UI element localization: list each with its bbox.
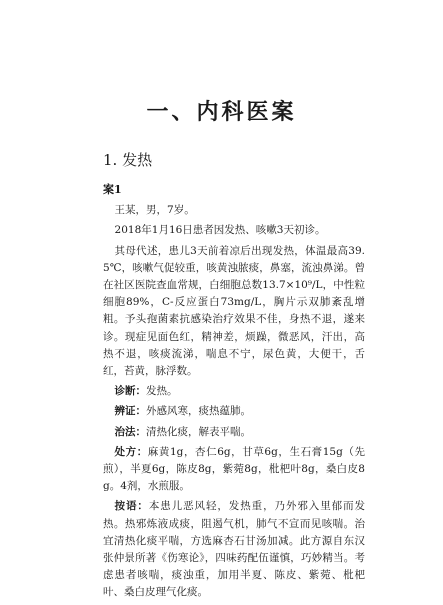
commentary-value: 本患儿恶风轻，发热重，乃外邪入里郁而发热。热邪炼液成痰，阻遏气机，肺气不宣而见咳喘。治宜清热化痰平喘，方选麻杏石甘汤加减。此方源自东汉张仲景所著《伤寒论》，四味药配伍谨慎，巧妙精当。考虑患者咳喘，痰浊重，加用半夏、陈皮、紫菀、枇杷叶、桑白皮理气化痰。: [103, 500, 366, 599]
syndrome-label: 辨证：: [114, 405, 147, 418]
treatment-value: 清热化痰，解表平喘。: [146, 425, 252, 438]
treatment-paragraph: [103, 424, 365, 441]
syndrome-value: 外感风寒，痰热蕴肺。: [146, 405, 252, 418]
case-history: 其母代述，患儿3天前着凉后出现发热，体温最高39.5℃，咳嗽气促较重，咳黄浊脓痰，鼻塞，流浊鼻涕。曾在社区医院查血常规，白细胞总数13.7×10⁹/L，中性粒细胞89%，C-反应蛋白73mg/L，胸片示双肺紊乱增粗。予头孢菌素抗感染治疗效果不佳，身热不退，遂来诊。现症见面色红，精神差，烦躁，微恶风，汗出，高热不退，咳痰流涕，喘息不宁，尿色黄，大便干，舌红，苔黄，脉浮数。: [103, 244, 365, 378]
commentary-label: 按语：: [114, 500, 149, 513]
patient-info: 王某，男，7岁。: [114, 204, 195, 217]
case-label: 案1: [103, 183, 122, 196]
diagnosis-paragraph: [103, 383, 365, 400]
commentary-paragraph: [103, 498, 365, 601]
diagnosis-value: 发热。: [146, 385, 178, 398]
section-title: 1. 发热: [103, 151, 153, 169]
case-content: [103, 181, 365, 605]
chapter-title: 一、内科医案: [146, 99, 297, 125]
visit-info: 2018年1月16日患者因发热、咳嗽3天初诊。: [114, 224, 326, 237]
diagnosis-label: 诊断：: [114, 385, 147, 398]
treatment-label: 治法：: [114, 425, 147, 438]
syndrome-paragraph: [103, 403, 365, 420]
prescription-paragraph: [103, 444, 365, 496]
prescription-label: 处方：: [114, 445, 148, 458]
prescription-value: 麻黄1g，杏仁6g，甘草6g，生石膏15g（先煎），半夏6g，陈皮8g，紫菀8g，枇杷叶8g，桑白皮8g。4剂，水煎服。: [103, 445, 365, 493]
